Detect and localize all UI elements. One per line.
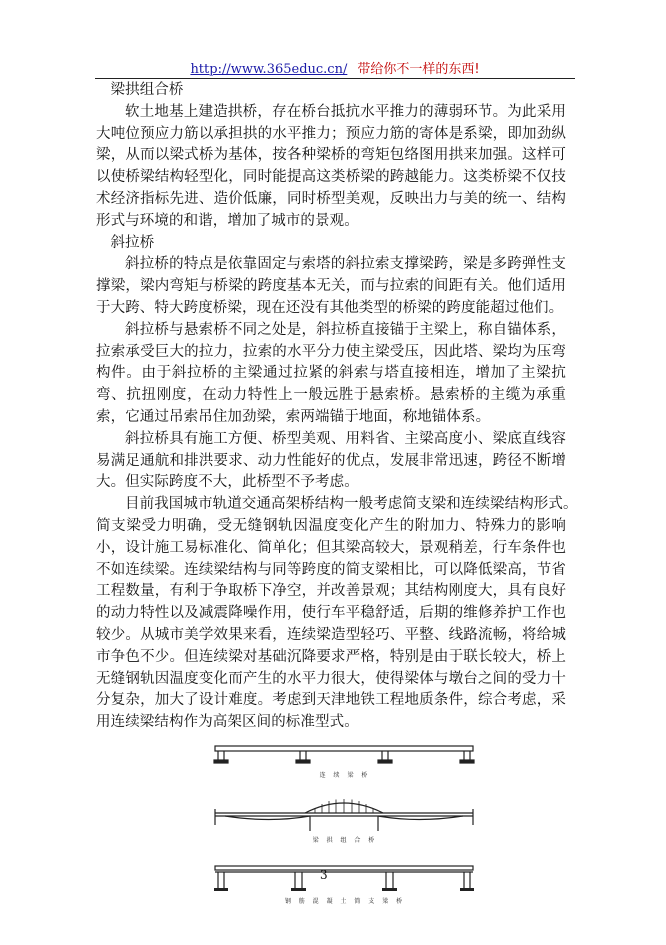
paragraph-viaduct-intro: 目前我国城市轨道交通高架桥结构一般考虑简支梁和连续梁结构形式。 [125, 496, 578, 513]
page-number: 3 [320, 868, 328, 882]
site-link[interactable]: http://www.365educ.cn/ [190, 62, 348, 77]
section-heading-beam-arch: 梁拱组合桥 [110, 82, 184, 98]
paragraph-cable-stayed-1: 斜拉桥的特点是依靠固定与索塔的斜拉索支撑梁跨，梁是多跨弹性支撑梁，梁内弯矩与桥梁的跨度基本无关，而与拉索的间距有关。他们适用于大跨、特大跨度桥梁，现在还没有其他类型的桥梁的跨度能超过他们。 [96, 256, 566, 316]
paragraph-beam-arch: 软土地基上建造拱桥，存在桥台抵抗水平推力的薄弱环节。为此采用大吨位预应力筋以承担拱的水平推力；预应力筋的寄体是系梁，即加劲纵梁，从而以梁式桥为基体，按各种梁桥的弯矩包络图用拱来加强。这样可以使桥梁结构轻型化，同时能提高这类桥梁的跨越能力。这类桥梁不仅技术经济指标先进、造价低廉，同时桥型美观，反映出力与美的统一、结构形式与环境的和谐，增加了城市的景观。 [96, 103, 566, 229]
header-slogan: 带给你不一样的东西! [357, 62, 480, 77]
beam-arch-bridge-diagram [210, 791, 480, 833]
bridge-figures [210, 738, 480, 905]
paragraph-cable-stayed-2: 斜拉桥与悬索桥不同之处是，斜拉桥直接锚于主梁上，称自锚体系，拉索承受巨大的拉力，拉索的水平分力使主梁受压，因此塔、梁均为压弯构件。由于斜拉桥的主梁通过拉紧的斜索与塔直接相连，增加了主梁抗弯、抗扭刚度，在动力特性上一般远胜于悬索桥。悬索桥的主缆为承重索，它通过吊索吊住加劲梁，索两端锚于地面，称地锚体系。 [96, 321, 566, 425]
document-body [96, 80, 578, 734]
continuous-beam-bridge-diagram [210, 738, 480, 768]
section-heading-cable-stayed: 斜拉桥 [110, 234, 155, 251]
paragraph-viaduct-comparison: 简支梁受力明确，受无缝钢轨因温度变化产生的附加力、特殊力的影响小，设计施工易标准化、简单化；但其梁高较大，景观稍差，行车条件也不如连续梁。连续梁结构与同等跨度的简支梁相比，可以降低梁高，节省工程数量，有利于争取桥下净空，并改善景观；其结构刚度大，具有良好的动力特性以及减震降噪作用，使行车平稳舒适，后期的维修养护工作也较少。从城市美学效果来看，连续梁造型轻巧、平整、线路流畅，将给城市争色不少。但连续梁对基础沉降要求严格，特别是由于联长较大，桥上无缝钢轨因温度变化而产生的水平力很大，使得梁体与墩台之间的受力十分复杂，加大了设计难度。考虑到天津地铁工程地质条件，综合考虑，采用连续梁结构作为高架区间的标准型式。 [96, 517, 566, 731]
figure-caption-beam-arch: 梁 拱 组 合 桥 [312, 837, 378, 844]
figure-caption-continuous-beam: 连 续 梁 桥 [319, 772, 371, 779]
figure-caption-simple-beam: 钢 筋 混 凝 土 简 支 梁 桥 [284, 898, 406, 905]
page-header [95, 58, 575, 79]
paragraph-cable-stayed-3: 斜拉桥具有施工方便、桥型美观、用料省、主梁高度小、梁底直线容易满足通航和排洪要求、动力性能好的优点，发展非常迅速，跨径不断增大。但实际跨度不大，此桥型不予考虑。 [96, 430, 566, 491]
simple-beam-bridge-diagram [210, 858, 480, 894]
